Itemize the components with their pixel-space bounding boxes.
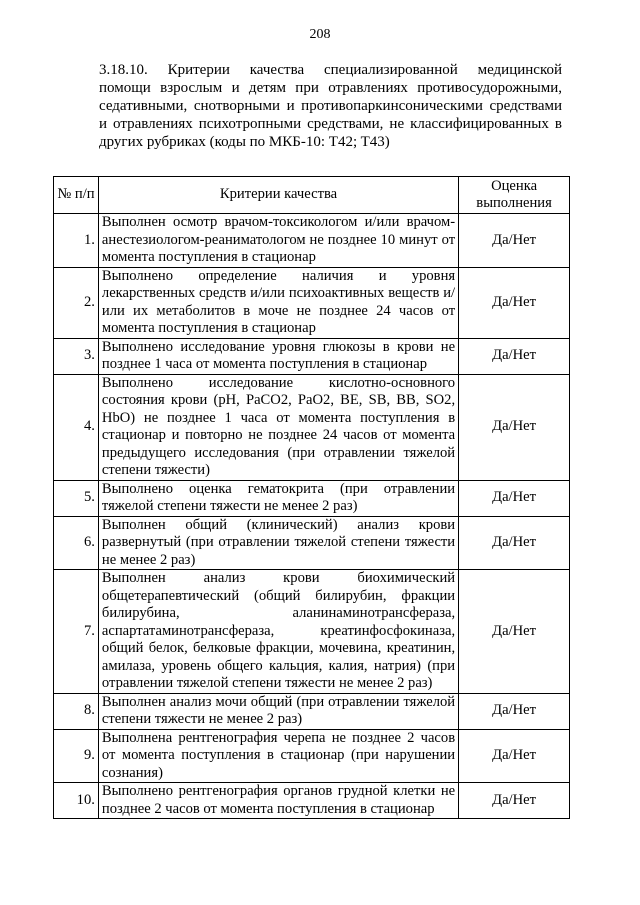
row-number: 8. — [54, 693, 99, 729]
row-evaluation: Да/Нет — [459, 480, 570, 516]
row-criterion: Выполнен осмотр врачом-токсикологом и/или врачом-анестезиологом-реаниматологом не позднее 10 минут от момента поступления в стационар — [98, 214, 458, 268]
row-number: 6. — [54, 516, 99, 570]
table-row — [54, 783, 570, 819]
header-evaluation: Оценка выполнения — [459, 177, 570, 214]
row-number: 3. — [54, 338, 99, 374]
row-criterion: Выполнено рентгенография органов грудной клетки не позднее 2 часов от момента поступления в стационар — [98, 783, 458, 819]
quality-criteria-table — [53, 176, 570, 819]
table-row — [54, 729, 570, 783]
row-criterion: Выполнено исследование кислотно-основного состояния крови (pH, PaCO2, PaO2, BE, SB, BB, SO2, HbO) не позднее 1 часа от момента поступления в стационар и повторно не позднее 24 часов от момента предыдущего исследования (при отравлении тяжелой степени тяжести) — [98, 374, 458, 480]
row-evaluation: Да/Нет — [459, 374, 570, 480]
row-evaluation: Да/Нет — [459, 570, 570, 694]
row-number: 7. — [54, 570, 99, 694]
header-criteria: Критерии качества — [98, 177, 458, 214]
table-row — [54, 338, 570, 374]
row-number: 2. — [54, 267, 99, 338]
row-evaluation: Да/Нет — [459, 267, 570, 338]
row-criterion: Выполнено определение наличия и уровня лекарственных средств и/или психоактивных веществ и/или их метаболитов в моче не позднее 24 часов от момента поступления в стационар — [98, 267, 458, 338]
table-row — [54, 570, 570, 694]
table-row — [54, 214, 570, 268]
page-number: 208 — [309, 27, 331, 42]
row-evaluation: Да/Нет — [459, 729, 570, 783]
header-number: № п/п — [54, 177, 99, 214]
row-criterion: Выполнен общий (клинический) анализ крови развернутый (при отравлении тяжелой степени тяжести не менее 2 раз) — [98, 516, 458, 570]
row-number: 4. — [54, 374, 99, 480]
row-criterion: Выполнен анализ мочи общий (при отравлении тяжелой степени тяжести не менее 2 раз) — [98, 693, 458, 729]
row-criterion: Выполнен анализ крови биохимический общетерапевтический (общий билирубин, фракции билирубина, аланинаминотрансфераза, аспартатаминотрансфераза, креатинфосфокиназа, общий белок, белковые фракции, мочевина, креатинин, амилаза, уровень общего кальция, калия, натрия) (при отравлении тяжелой степени тяжести не менее 2 раз) — [98, 570, 458, 694]
table-header-row — [54, 177, 570, 214]
row-evaluation: Да/Нет — [459, 516, 570, 570]
row-number: 1. — [54, 214, 99, 268]
table-row — [54, 480, 570, 516]
table-row — [54, 374, 570, 480]
row-criterion: Выполнено исследование уровня глюкозы в крови не позднее 1 часа от момента поступления в стационар — [98, 338, 458, 374]
section-heading — [99, 61, 562, 151]
row-number: 10. — [54, 783, 99, 819]
row-number: 9. — [54, 729, 99, 783]
row-evaluation: Да/Нет — [459, 214, 570, 268]
table-row — [54, 516, 570, 570]
table-row — [54, 267, 570, 338]
row-evaluation: Да/Нет — [459, 783, 570, 819]
section-heading-lead: 3.18.10. Критерии качества специализированной медицинской — [99, 62, 562, 78]
section-heading-text: помощи взрослым и детям при отравлениях противосудорожными, седативными, снотворными и противопаркинсоническими средствами и отравлениях психотропными средствами, не классифицированных в других рубриках (коды по МКБ-10: T42; T43) — [99, 80, 562, 150]
row-criterion: Выполнено оценка гематокрита (при отравлении тяжелой степени тяжести не менее 2 раз) — [98, 480, 458, 516]
row-evaluation: Да/Нет — [459, 693, 570, 729]
row-criterion: Выполнена рентгенография черепа не позднее 2 часов от момента поступления в стационар (при нарушении сознания) — [98, 729, 458, 783]
table-row — [54, 693, 570, 729]
row-number: 5. — [54, 480, 99, 516]
row-evaluation: Да/Нет — [459, 338, 570, 374]
